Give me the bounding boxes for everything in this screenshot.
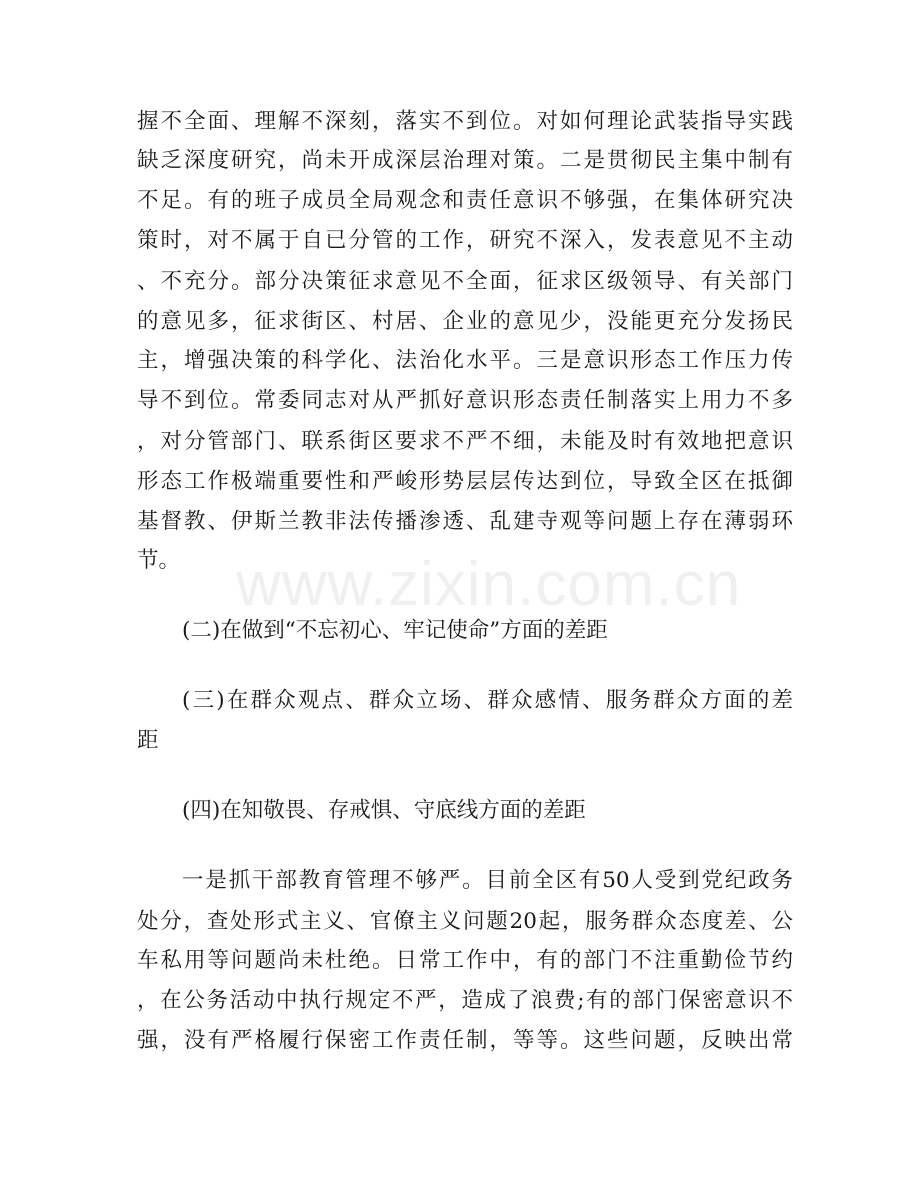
text-line-4: 策时，对不属于自已分管的工作，研究不深入，发表意见不主动 — [137, 228, 793, 253]
text-line-20: ，在公务活动中执行规定不严，造成了浪费;有的部门保密意识不 — [137, 988, 793, 1013]
text-line-17: 一是抓干部教育管理不够严。目前全区有50人受到党纪政务 — [182, 868, 793, 893]
section-heading-3-cont: 距 — [137, 728, 159, 753]
text-line-11: 基督教、伊斯兰教非法传播渗透、乱建寺观等问题上存在薄弱环 — [137, 509, 793, 534]
text-line-12: 节。 — [137, 548, 181, 573]
text-line-5: 、不充分。部分决策征求意见不全面，征求区级领导、有关部门 — [137, 269, 793, 294]
text-line-6: 的意见多，征求街区、村居、企业的意见少，没能更充分发扬民 — [137, 309, 793, 334]
text-line-19: 车私用等问题尚未杜绝。日常工作中，有的部门不注重勤俭节约 — [137, 948, 793, 973]
text-line-7: 主，增强决策的科学化、法治化水平。三是意识形态工作压力传 — [137, 348, 793, 373]
watermark: www.zixin.com.cn — [236, 550, 742, 619]
text-line-1: 握不全面、理解不深刻，落实不到位。对如何理论武装指导实践 — [137, 109, 793, 134]
section-heading-4: (四)在知敬畏、存戒惧、守底线方面的差距 — [182, 798, 586, 823]
text-line-18: 处分，查处形式主义、官僚主义问题20起，服务群众态度差、公 — [137, 909, 793, 934]
text-line-8: 导不到位。常委同志对从严抓好意识形态责任制落实上用力不多 — [137, 388, 793, 413]
text-line-2: 缺乏深度研究，尚未开成深层治理对策。二是贯彻民主集中制有 — [137, 148, 793, 173]
text-line-21: 强，没有严格履行保密工作责任制，等等。这些问题，反映出常 — [137, 1028, 793, 1053]
text-line-9: ，对分管部门、联系街区要求不严不细，未能及时有效地把意识 — [137, 429, 793, 454]
text-line-3: 不足。有的班子成员全局观念和责任意识不够强，在集体研究决 — [137, 188, 793, 213]
section-heading-2: (二)在做到“不忘初心、牢记使命”方面的差距 — [182, 618, 608, 643]
text-line-10: 形态工作极端重要性和严峻形势层层传达到位，导致全区在抵御 — [137, 469, 793, 494]
section-heading-3: (三)在群众观点、群众立场、群众感情、服务群众方面的差 — [182, 688, 793, 713]
